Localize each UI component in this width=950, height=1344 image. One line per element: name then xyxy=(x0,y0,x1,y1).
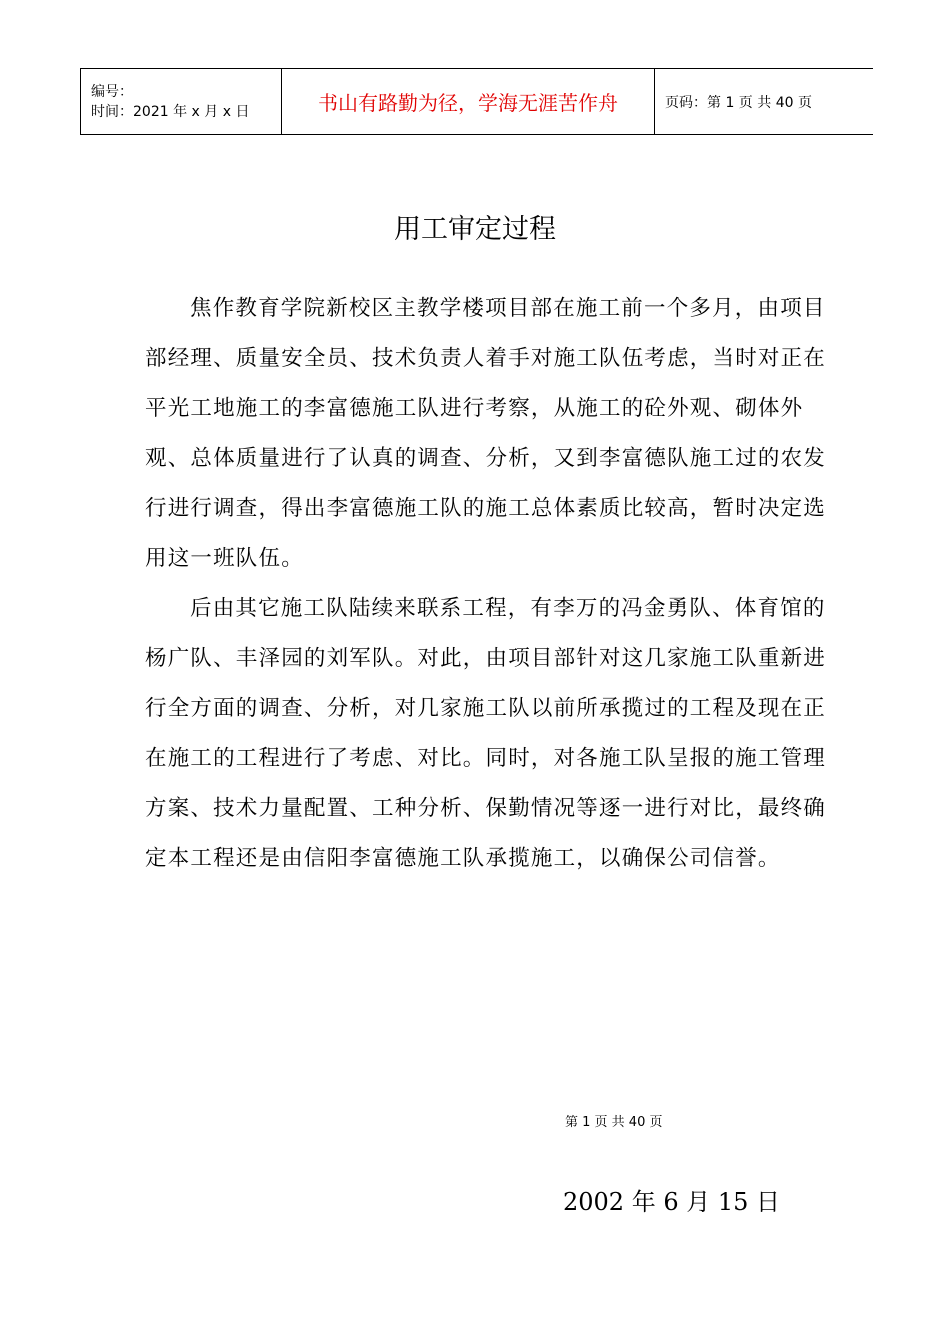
header-page-info: 页码：第 1 页 共 40 页 xyxy=(665,94,812,111)
document-title: 用工审定过程 xyxy=(394,214,556,245)
body-paragraph-2: 后由其它施工队陆续来联系工程，有李万的冯金勇队、体育馆的杨广队、丰泽园的刘军队。对此，由项目部针对这几家施工队重新进行全方面的调查、分析，对几家施工队以前所承揽过的工程及现在正在施工的工程进行了考虑、对比。同时，对各施工队呈报的施工管理方案、技术力量配置、工种分析、保勤情况等逐一进行对比，最终确定本工程还是由信阳李富德施工队承揽施工，以确保公司信誉。 xyxy=(145,596,827,871)
footer-date: 2002 年 6 月 15 日 xyxy=(563,1188,781,1216)
header-motto-cell xyxy=(282,69,655,135)
header-page-cell xyxy=(655,69,874,135)
document-number-label: 编号： xyxy=(91,83,133,100)
document-time-label: 时间：2021 年 x 月 x 日 xyxy=(91,103,250,120)
header-motto: 书山有路勤为径，学海无涯苦作舟 xyxy=(318,91,618,115)
document-body xyxy=(145,284,835,884)
body-paragraph-1: 焦作教育学院新校区主教学楼项目部在施工前一个多月，由项目部经理、质量安全员、技术负责人着手对施工队伍考虑，当时对正在平光工地施工的李富德施工队进行考察，从施工的砼外观、砌体外观、总体质量进行了认真的调查、分析，又到李富德队施工过的农发行进行调查，得出李富德施工队的施工总体素质比较高，暂时决定选用这一班队伍。 xyxy=(145,296,827,571)
header-table xyxy=(80,68,873,135)
footer-page-number: 第 1 页 共 40 页 xyxy=(565,1115,663,1130)
header-meta-cell xyxy=(81,69,282,135)
